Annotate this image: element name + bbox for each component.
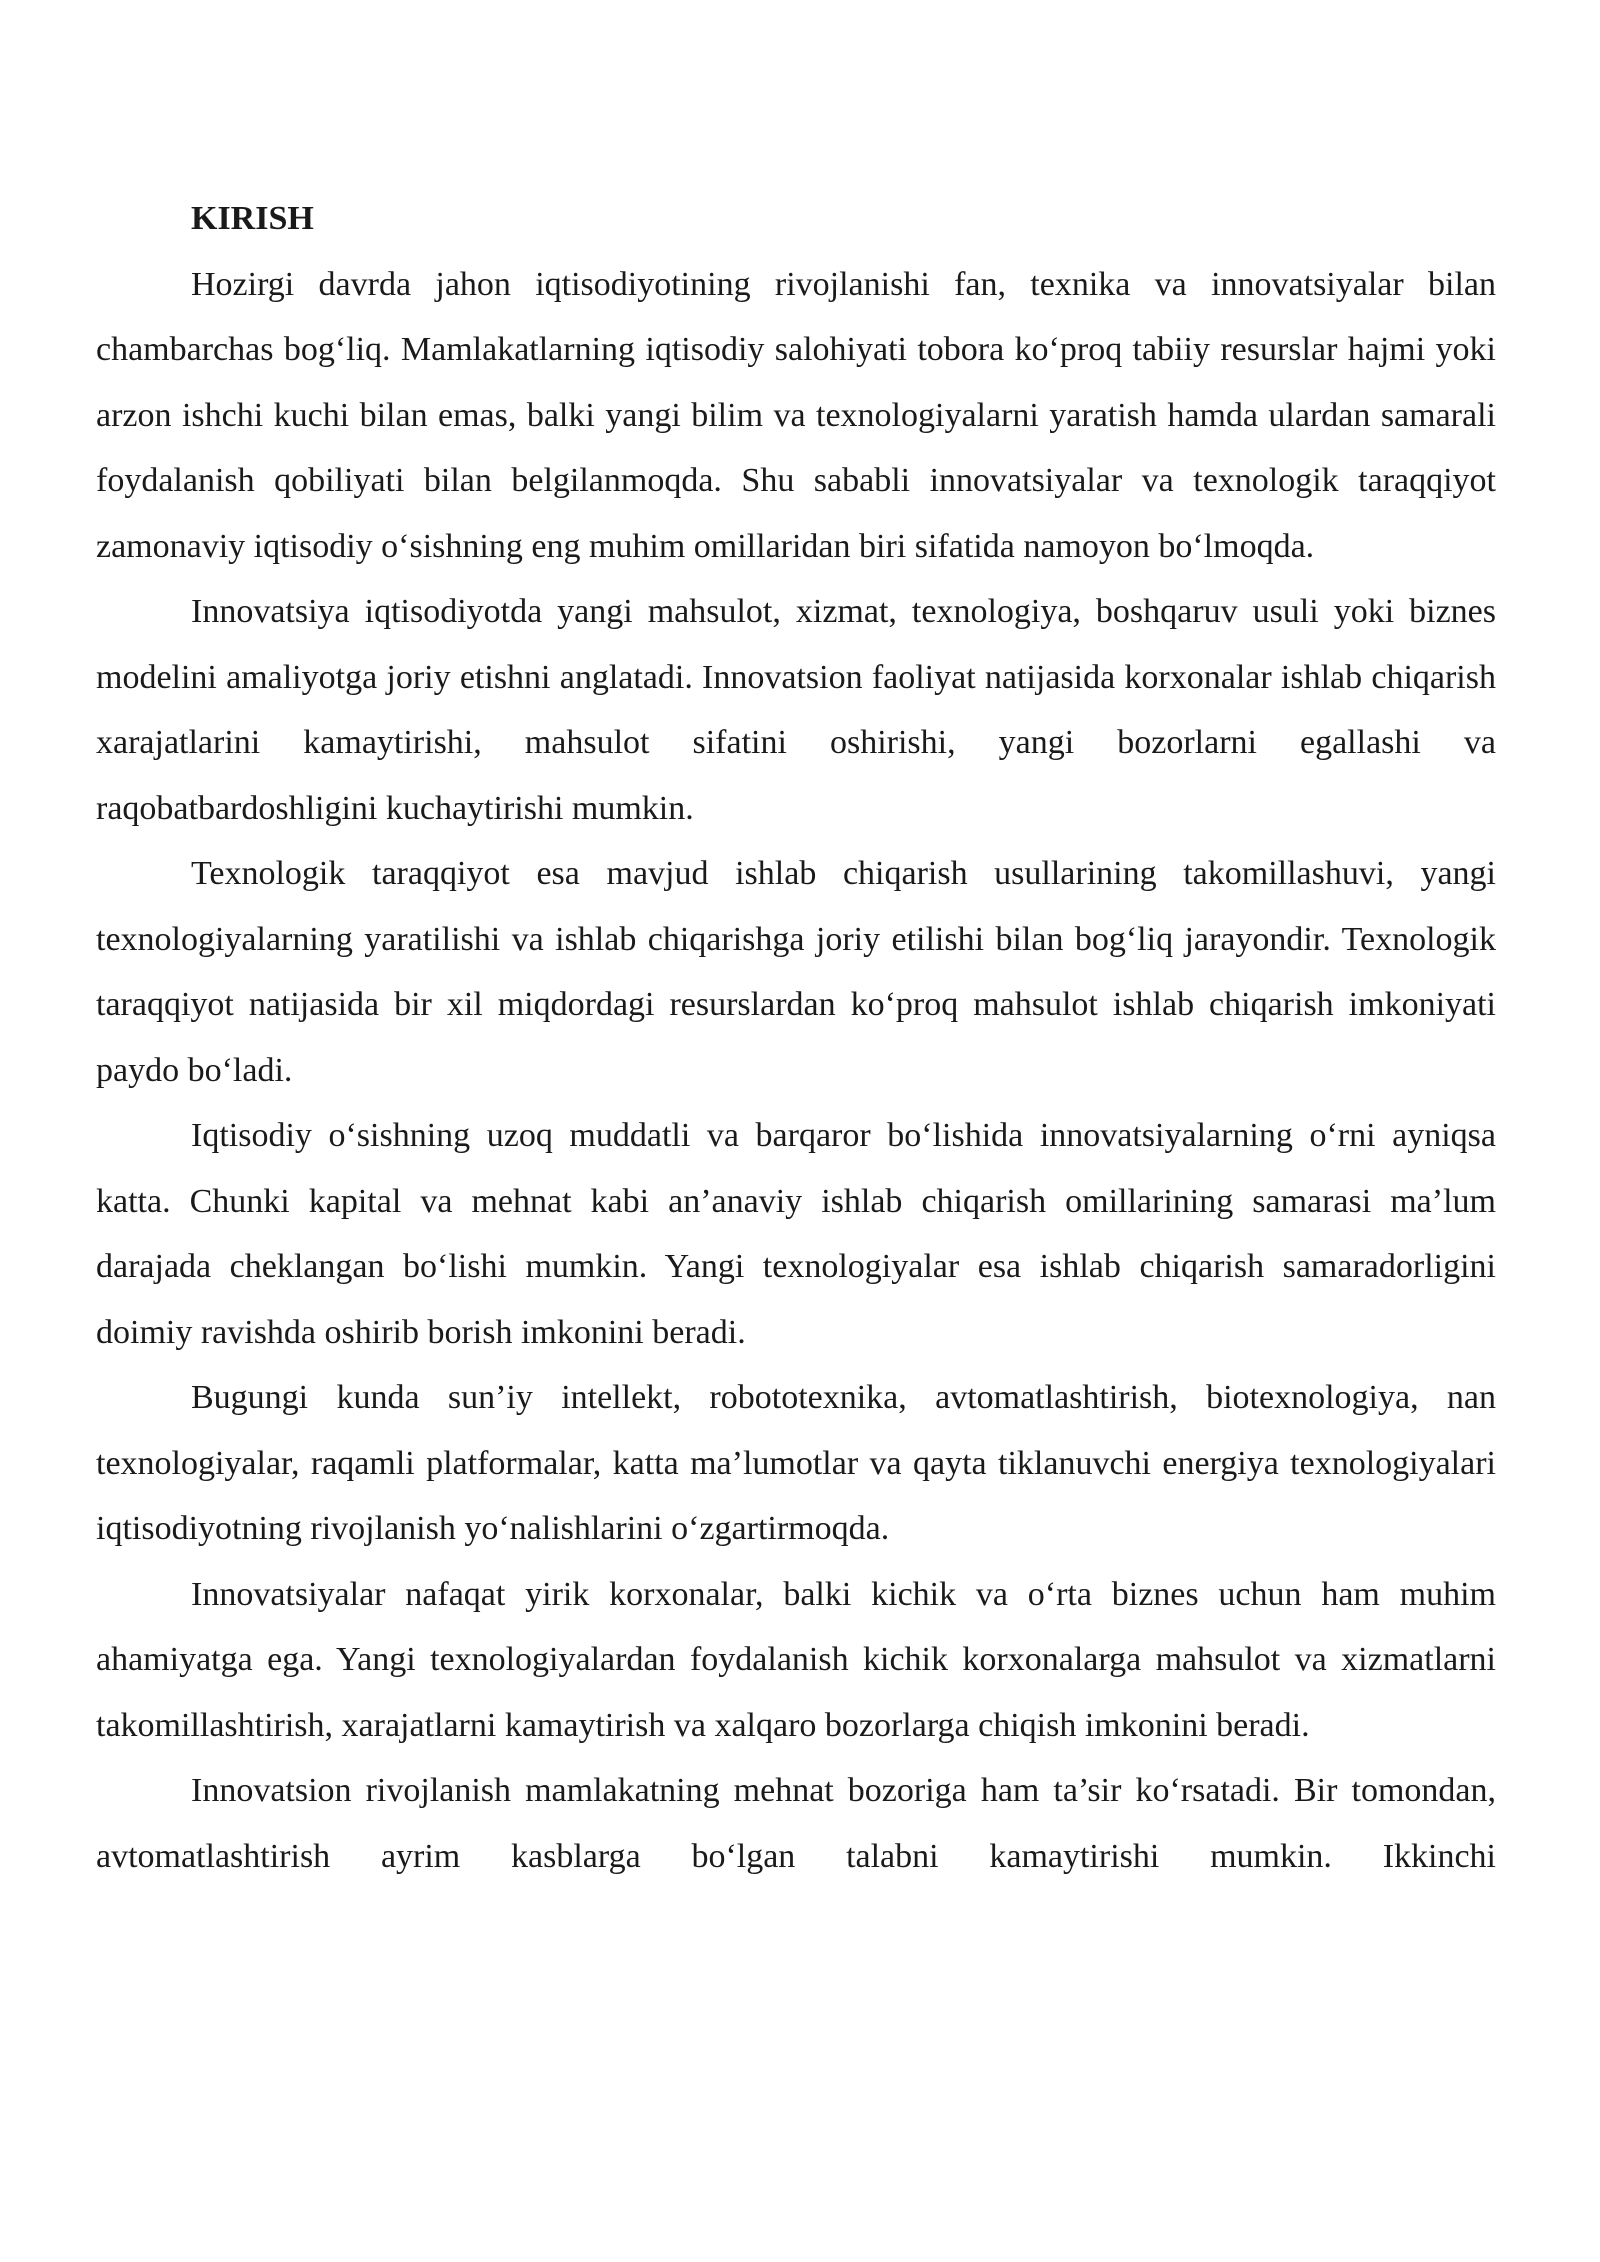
paragraph-6: Innovatsiyalar nafaqat yirik korxonalar, balki kichik va o‘rta biznes uchun ham muhim ahamiyatga ega. Yangi texnologiyalardan foydalanish kichik korxonalarga mahsulot va xizmatlarni takomillashtirish, xarajatlarni kamaytirish va xalqaro bozorlarga chiqish imkonini beradi. bbox=[96, 1575, 1496, 1744]
section-heading: KIRISH bbox=[191, 200, 314, 237]
document-page bbox=[96, 186, 1496, 1889]
paragraph-1: Hozirgi davrda jahon iqtisodiyotining rivojlanishi fan, texnika va innovatsiyalar bilan chambarchas bog‘liq. Mamlakatlarning iqtisodiy salohiyati tobora ko‘proq tabiiy resurslar hajmi yoki arzon ishchi kuchi bilan emas, balki yangi bilim va texnologiyalarni yaratish hamda ulardan samarali foydalanish qobiliyati bilan belgilanmoqda. Shu sababli innovatsiyalar va texnologik taraqqiyot zamonaviy iqtisodiy o‘sishning eng muhim omillaridan biri sifatida namoyon bo‘lmoqda. bbox=[96, 265, 1496, 565]
paragraph-2: Innovatsiya iqtisodiyotda yangi mahsulot, xizmat, texnologiya, boshqaruv usuli yoki biznes modelini amaliyotga joriy etishni anglatadi. Innovatsion faoliyat natijasida korxonalar ishlab chiqarish xarajatlarini kamaytirishi, mahsulot sifatini oshirishi, yangi bozorlarni egallashi va raqobatbardoshligini kuchaytirishi mumkin. bbox=[96, 593, 1496, 827]
paragraph-7: Innovatsion rivojlanish mamlakatning mehnat bozoriga ham ta’sir ko‘rsatadi. Bir tomondan, avtomatlashtirish ayrim kasblarga bo‘lgan talabni kamaytirishi mumkin. Ikkinchi bbox=[96, 1772, 1496, 1875]
paragraph-5: Bugungi kunda sun’iy intellekt, robototexnika, avtomatlashtirish, biotexnologiya, nan texnologiyalar, raqamli platformalar, katta ma’lumotlar va qayta tiklanuvchi energiya texnologiyalari iqtisodiyotning rivojlanish yo‘nalishlarini o‘zgartirmoqda. bbox=[96, 1379, 1496, 1547]
paragraph-4: Iqtisodiy o‘sishning uzoq muddatli va barqaror bo‘lishida innovatsiyalarning o‘rni ayniqsa katta. Chunki kapital va mehnat kabi an’anaviy ishlab chiqarish omillarining samarasi ma’lum darajada cheklangan bo‘lishi mumkin. Yangi texnologiyalar esa ishlab chiqarish samaradorligini doimiy ravishda oshirib borish imkonini beradi. bbox=[96, 1117, 1496, 1351]
paragraph-3: Texnologik taraqqiyot esa mavjud ishlab chiqarish usullarining takomillashuvi, yangi texnologiyalarning yaratilishi va ishlab chiqarishga joriy etilishi bilan bog‘liq jarayondir. Texnologik taraqqiyot natijasida bir xil miqdordagi resurslardan ko‘proq mahsulot ishlab chiqarish imkoniyati paydo bo‘ladi. bbox=[96, 855, 1496, 1089]
